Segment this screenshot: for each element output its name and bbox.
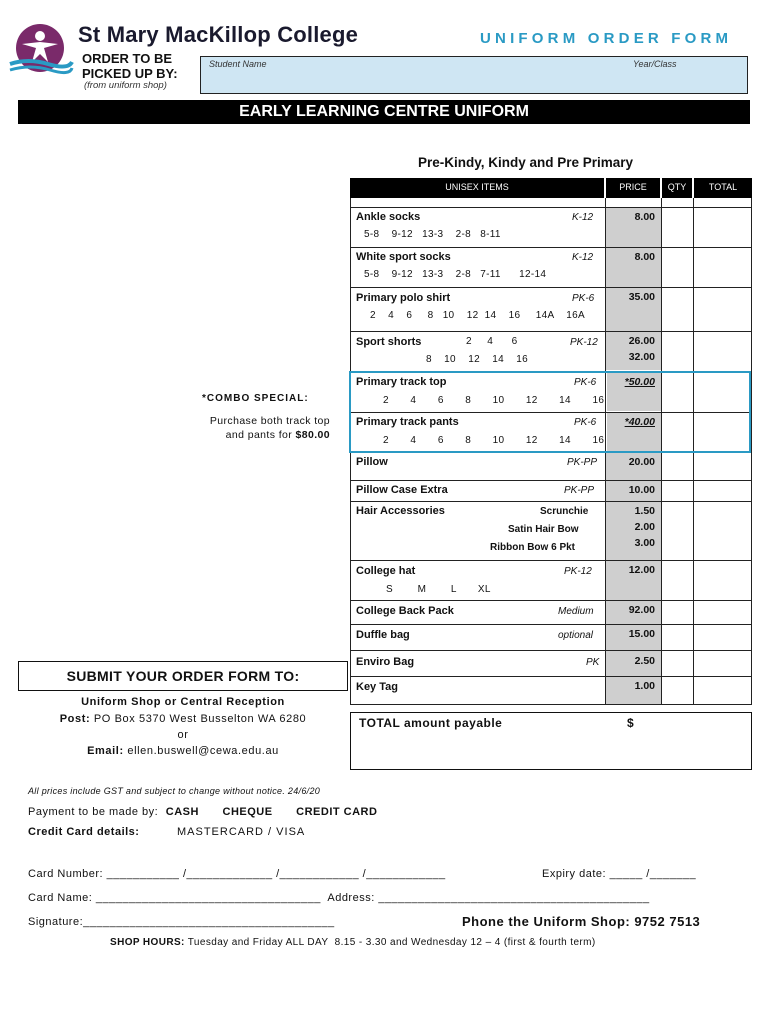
price-cell: *40.00 — [607, 413, 661, 451]
item-code: PK-6 — [574, 377, 597, 388]
item-code: PK-6 — [574, 417, 597, 428]
item-code: K-12 — [572, 212, 594, 223]
section-banner: EARLY LEARNING CENTRE UNIFORM — [18, 100, 750, 124]
row-divider — [350, 501, 752, 502]
price-cell: 8.00 — [606, 208, 661, 247]
pickup-heading — [82, 51, 178, 81]
payment-line — [28, 806, 377, 818]
submit-email — [18, 745, 348, 757]
hair-option: Satin Hair Bow — [508, 524, 579, 535]
submit-post — [18, 713, 348, 725]
item-code: optional — [558, 630, 594, 641]
price-cell — [606, 502, 661, 560]
item-code: PK — [586, 657, 600, 668]
row-divider — [350, 650, 752, 651]
form-title: UNIFORM ORDER FORM — [480, 30, 733, 47]
header-price: PRICE — [606, 178, 660, 198]
row-divider — [350, 287, 752, 288]
row-divider — [350, 207, 752, 208]
price-cell: 12.00 — [606, 561, 661, 600]
total-currency: $ — [627, 716, 634, 730]
combo-line-2 — [180, 428, 330, 442]
item-sizes: 2 4 6 8 10 12 14 16 14A 16A — [370, 310, 585, 321]
price-cell: 8.00 — [606, 248, 661, 287]
card-number-field[interactable]: Card Number: ___________ /_____________ /____________ /____________ — [28, 868, 446, 880]
item-college-hat: College hat — [356, 565, 416, 577]
hours-label: SHOP HOURS: — [110, 937, 185, 948]
row-divider — [351, 412, 749, 413]
combo-description — [180, 414, 330, 442]
item-sizes: 2 4 6 8 10 12 14 16 — [383, 395, 605, 406]
grid-line — [350, 704, 752, 705]
post-label: Post: — [59, 713, 91, 725]
row-divider — [350, 480, 752, 481]
pickup-line-1: ORDER TO BE — [82, 51, 173, 66]
price-cell: *50.00 — [607, 373, 661, 411]
hours-text: Tuesday and Friday ALL DAY 8.15 - 3.30 and Wednesday 12 – 4 (first & fourth term) — [184, 937, 596, 948]
item-code: Medium — [558, 606, 594, 617]
item-code: PK-PP — [564, 485, 595, 496]
price-value: 1.50 — [634, 505, 655, 517]
item-sizes: 5-8 9-12 13-3 2-8 8-11 — [364, 229, 501, 240]
hair-option: Scrunchie — [540, 506, 589, 517]
shop-hours — [110, 937, 596, 948]
payment-label: Payment to be made by: — [28, 806, 159, 818]
payment-credit-card[interactable]: CREDIT CARD — [296, 806, 378, 818]
cc-types: MASTERCARD / VISA — [177, 826, 306, 838]
header-total: TOTAL — [694, 178, 752, 198]
email-address: ellen.buswell@cewa.edu.au — [123, 745, 279, 757]
pickup-line-2: PICKED UP BY: — [82, 66, 178, 81]
combo-text: and pants for — [225, 429, 296, 441]
item-ankle-socks: Ankle socks — [356, 211, 421, 223]
expiry-date-field[interactable]: Expiry date: _____ /_______ — [542, 868, 697, 880]
item-hair-accessories: Hair Accessories — [356, 505, 445, 517]
payment-cash[interactable]: CASH — [165, 806, 199, 818]
price-cell: 92.00 — [606, 601, 661, 624]
item-track-top: Primary track top — [356, 376, 447, 388]
combo-title: *COMBO SPECIAL: — [202, 393, 309, 404]
row-divider — [350, 600, 752, 601]
cc-details-label: Credit Card details: — [28, 826, 140, 838]
submit-line-1: Uniform Shop or Central Reception — [81, 696, 285, 708]
price-value: 26.00 — [628, 335, 655, 347]
hair-option: Ribbon Bow 6 Pkt — [490, 542, 575, 553]
item-white-sport-socks: White sport socks — [356, 251, 451, 263]
submit-or: or — [177, 729, 189, 741]
item-pillow-case: Pillow Case Extra — [356, 484, 448, 496]
item-sport-shorts: Sport shorts — [356, 336, 422, 348]
email-label: Email: — [87, 745, 124, 757]
row-divider — [350, 624, 752, 625]
item-polo-shirt: Primary polo shirt — [356, 292, 451, 304]
price-cell: 1.00 — [606, 677, 661, 704]
signature-field[interactable]: Signature:______________________________________ — [28, 916, 335, 928]
item-code: PK-6 — [572, 293, 595, 304]
college-name: St Mary MacKillop College — [78, 22, 359, 47]
price-value: 3.00 — [634, 537, 655, 549]
header-items: UNISEX ITEMS — [350, 178, 604, 198]
price-cell: 15.00 — [606, 625, 661, 650]
header-qty: QTY — [662, 178, 692, 198]
item-enviro-bag: Enviro Bag — [356, 656, 415, 668]
row-divider — [350, 560, 752, 561]
submit-title: SUBMIT YOUR ORDER FORM TO: — [18, 661, 348, 691]
row-divider — [350, 676, 752, 677]
row-divider — [350, 247, 752, 248]
price-cell: 20.00 — [606, 453, 661, 480]
combo-line-1: Purchase both track top — [209, 415, 330, 427]
price-cell: 10.00 — [606, 481, 661, 501]
card-name-address-field[interactable]: Card Name: __________________________________ Address: _________________________________________ — [28, 892, 650, 904]
item-sizes: 2 4 6 — [466, 336, 518, 347]
item-pillow: Pillow — [356, 456, 388, 468]
price-value: 2.00 — [634, 521, 655, 533]
pickup-note: (from uniform shop) — [84, 80, 167, 91]
item-code: PK-12 — [564, 566, 592, 577]
item-sizes: 5-8 9-12 13-3 2-8 7-11 12-14 — [364, 269, 547, 280]
price-cell — [606, 332, 661, 370]
item-track-pants: Primary track pants — [356, 416, 459, 428]
item-sizes: S M L XL — [386, 584, 491, 595]
total-payable-box[interactable] — [350, 712, 752, 770]
gst-note: All prices include GST and subject to change without notice. 24/6/20 — [28, 786, 321, 796]
phone-number: Phone the Uniform Shop: 9752 7513 — [462, 914, 701, 929]
student-name-label: Student Name — [209, 59, 267, 69]
item-back-pack: College Back Pack — [356, 605, 454, 617]
student-details-field[interactable] — [200, 56, 748, 94]
college-logo — [8, 18, 74, 78]
grid-line — [751, 198, 752, 704]
post-address: PO Box 5370 West Busselton WA 6280 — [90, 713, 307, 725]
item-code: K-12 — [572, 252, 594, 263]
item-code: PK-12 — [570, 337, 598, 348]
year-class-label: Year/Class — [633, 59, 677, 69]
price-value: 32.00 — [628, 351, 655, 363]
section-subtitle: Pre-Kindy, Kindy and Pre Primary — [418, 155, 634, 170]
payment-cheque[interactable]: CHEQUE — [222, 806, 273, 818]
price-cell: 35.00 — [606, 288, 661, 331]
total-label: TOTAL amount payable — [359, 716, 503, 730]
row-divider — [350, 331, 752, 332]
item-code: PK-PP — [567, 457, 598, 468]
item-key-tag: Key Tag — [356, 681, 398, 693]
combo-price: $80.00 — [295, 429, 330, 441]
item-sizes: 2 4 6 8 10 12 14 16 — [383, 435, 605, 446]
item-sizes: 8 10 12 14 16 — [426, 354, 529, 365]
price-cell: 2.50 — [606, 651, 661, 676]
item-duffle-bag: Duffle bag — [356, 629, 410, 641]
